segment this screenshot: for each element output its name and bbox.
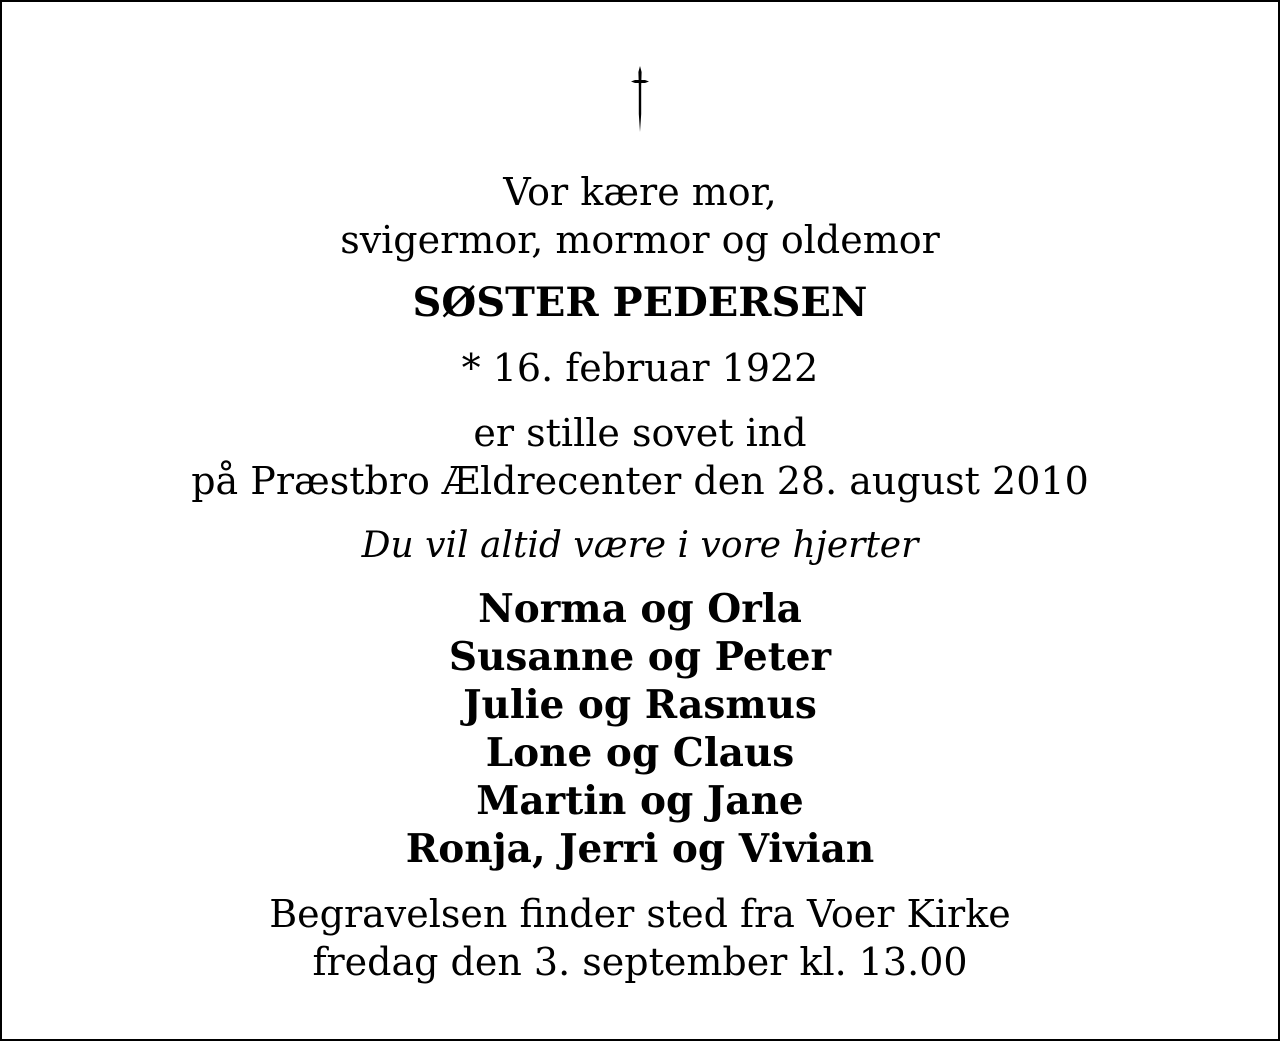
mourner-name: Julie og Rasmus [463,682,817,728]
mourner-name: Ronja, Jerri og Vivian [405,826,875,872]
funeral-line-2: fredag den 3. september kl. 13.00 [312,940,968,984]
mourner-name: Norma og Orla [478,586,802,632]
latin-cross-icon [2,66,1278,132]
intro-line-2: svigermor, mormor og oldemor [340,218,940,262]
passing-line-1: er stille sovet ind [473,411,807,455]
birth-date: * 16. februar 1922 [461,346,819,390]
mourner-name: Martin og Jane [476,778,804,824]
passing-line-2: på Præstbro Ældrecenter den 28. august 2010 [191,459,1089,503]
intro-line-1: Vor kære mor, [503,170,777,214]
funeral-line-1: Begravelsen finder sted fra Voer Kirke [269,892,1011,936]
mourner-name: Susanne og Peter [448,634,832,680]
deceased-name: SØSTER PEDERSEN [412,279,868,326]
tribute-line: Du vil altid være i vore hjerter [361,525,919,566]
mourner-name: Lone og Claus [485,730,795,776]
